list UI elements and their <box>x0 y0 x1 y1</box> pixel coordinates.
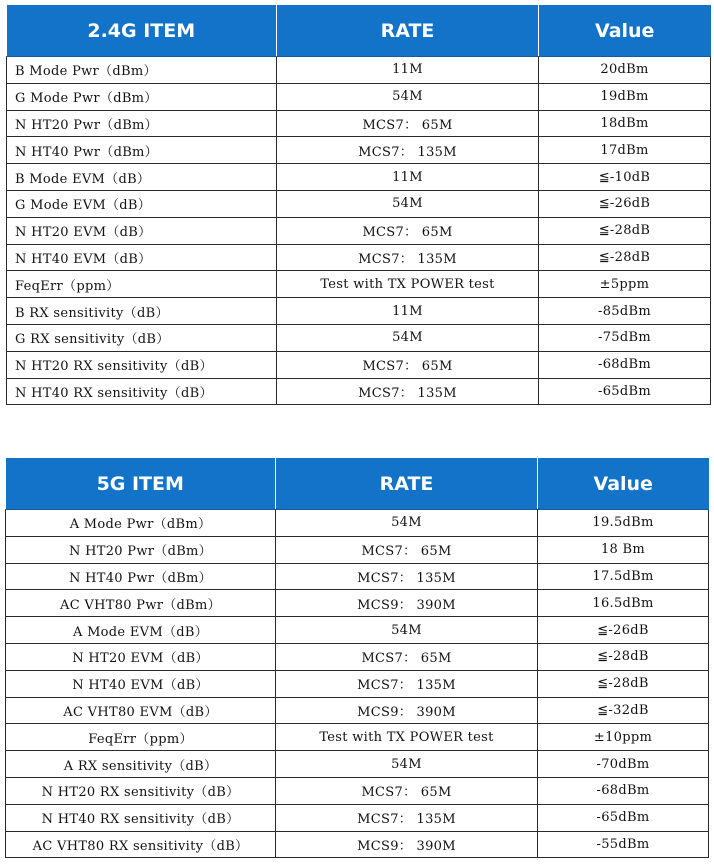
cell-rate: 54M <box>277 190 539 217</box>
table-2-4g <box>6 5 711 405</box>
table-5g <box>5 458 709 858</box>
cell-value: -55dBm <box>538 831 709 858</box>
cell-rate: MCS7： 65M <box>276 777 538 804</box>
cell-item: N HT20 RX sensitivity（dB） <box>6 777 276 804</box>
cell-item: N HT20 EVM（dB） <box>7 217 277 244</box>
header-item: 5G ITEM <box>6 458 276 510</box>
cell-rate: MCS7： 135M <box>276 563 538 590</box>
table-row <box>6 590 709 617</box>
cell-value: ≦-26dB <box>538 617 709 644</box>
table-5g-body <box>6 510 709 858</box>
table-row <box>6 643 709 670</box>
cell-value: -65dBm <box>539 378 711 405</box>
table-2-4g-body <box>7 57 711 405</box>
header-rate: RATE <box>277 5 539 57</box>
cell-item: N HT40 RX sensitivity（dB） <box>6 804 276 831</box>
table-row <box>7 110 711 137</box>
cell-rate: 54M <box>276 617 538 644</box>
cell-rate: 11M <box>277 298 539 325</box>
cell-rate: MCS7： 135M <box>277 137 539 164</box>
table-row <box>7 190 711 217</box>
cell-rate: 54M <box>276 751 538 778</box>
cell-value: -85dBm <box>539 298 711 325</box>
header-item: 2.4G ITEM <box>7 5 277 57</box>
cell-rate: 54M <box>277 324 539 351</box>
cell-item: AC VHT80 RX sensitivity（dB） <box>6 831 276 858</box>
cell-value: -75dBm <box>539 324 711 351</box>
cell-rate: MCS7： 135M <box>277 244 539 271</box>
cell-value: 18 Bm <box>538 536 709 563</box>
table-row <box>7 378 711 405</box>
table-row <box>6 670 709 697</box>
table-row <box>6 804 709 831</box>
table-row <box>6 617 709 644</box>
cell-rate: MCS7： 65M <box>277 110 539 137</box>
cell-value: ≦-28dB <box>539 217 711 244</box>
cell-rate: MCS9： 390M <box>276 590 538 617</box>
cell-rate: 11M <box>277 164 539 191</box>
table-row <box>6 563 709 590</box>
cell-value: ±10ppm <box>538 724 709 751</box>
cell-item: N HT40 EVM（dB） <box>6 670 276 697</box>
cell-rate: Test with TX POWER test <box>277 271 539 298</box>
table-row <box>6 724 709 751</box>
cell-rate: MCS7： 135M <box>276 670 538 697</box>
cell-item: A RX sensitivity（dB） <box>6 751 276 778</box>
cell-value: ≦-26dB <box>539 190 711 217</box>
cell-rate: Test with TX POWER test <box>276 724 538 751</box>
cell-value: ≦-10dB <box>539 164 711 191</box>
cell-value: 16.5dBm <box>538 590 709 617</box>
cell-value: 18dBm <box>539 110 711 137</box>
table-row <box>7 351 711 378</box>
table-row <box>7 137 711 164</box>
header-value: Value <box>539 5 711 57</box>
cell-value: -65dBm <box>538 804 709 831</box>
cell-rate: MCS7： 135M <box>276 804 538 831</box>
header-row <box>6 458 709 510</box>
cell-item: B Mode Pwr（dBm） <box>7 57 277 84</box>
cell-value: -68dBm <box>538 777 709 804</box>
table-row <box>7 164 711 191</box>
cell-rate: MCS7： 65M <box>276 536 538 563</box>
table-row <box>6 536 709 563</box>
header-rate: RATE <box>276 458 538 510</box>
cell-rate: MCS7： 65M <box>277 217 539 244</box>
table-row <box>7 324 711 351</box>
cell-item: N HT40 Pwr（dBm） <box>7 137 277 164</box>
cell-rate: MCS7： 135M <box>277 378 539 405</box>
cell-value: 20dBm <box>539 57 711 84</box>
table-row <box>7 57 711 84</box>
table-row <box>7 217 711 244</box>
table-row <box>6 751 709 778</box>
cell-item: N HT20 Pwr（dBm） <box>7 110 277 137</box>
cell-item: N HT20 EVM（dB） <box>6 643 276 670</box>
cell-item: N HT40 Pwr（dBm） <box>6 563 276 590</box>
table-row <box>7 298 711 325</box>
cell-item: A Mode Pwr（dBm） <box>6 510 276 537</box>
cell-item: FeqErr（ppm） <box>7 271 277 298</box>
cell-value: 19dBm <box>539 83 711 110</box>
cell-rate: 54M <box>276 510 538 537</box>
table-row <box>6 777 709 804</box>
cell-value: 17dBm <box>539 137 711 164</box>
header-value: Value <box>538 458 709 510</box>
cell-value: ≦-28dB <box>538 643 709 670</box>
table-row <box>6 697 709 724</box>
cell-item: N HT40 RX sensitivity（dB） <box>7 378 277 405</box>
table-row <box>7 271 711 298</box>
cell-item: N HT20 Pwr（dBm） <box>6 536 276 563</box>
header-row <box>7 5 711 57</box>
cell-item: G Mode Pwr（dBm） <box>7 83 277 110</box>
cell-value: -68dBm <box>539 351 711 378</box>
cell-item: AC VHT80 EVM（dB） <box>6 697 276 724</box>
table-row <box>7 83 711 110</box>
cell-rate: MCS9： 390M <box>276 831 538 858</box>
cell-value: ±5ppm <box>539 271 711 298</box>
cell-item: G RX sensitivity（dB） <box>7 324 277 351</box>
cell-value: ≦-28dB <box>539 244 711 271</box>
cell-value: 19.5dBm <box>538 510 709 537</box>
cell-rate: MCS7： 65M <box>276 643 538 670</box>
cell-value: -70dBm <box>538 751 709 778</box>
cell-rate: MCS9： 390M <box>276 697 538 724</box>
cell-item: G Mode EVM（dB） <box>7 190 277 217</box>
table-row <box>7 244 711 271</box>
cell-item: FeqErr（ppm） <box>6 724 276 751</box>
cell-item: N HT20 RX sensitivity（dB） <box>7 351 277 378</box>
cell-rate: 11M <box>277 57 539 84</box>
table-row <box>6 510 709 537</box>
cell-value: ≦-28dB <box>538 670 709 697</box>
cell-item: N HT40 EVM（dB） <box>7 244 277 271</box>
cell-rate: 54M <box>277 83 539 110</box>
cell-value: ≦-32dB <box>538 697 709 724</box>
cell-item: B Mode EVM（dB） <box>7 164 277 191</box>
table-row <box>6 831 709 858</box>
cell-item: B RX sensitivity（dB） <box>7 298 277 325</box>
cell-item: A Mode EVM（dB） <box>6 617 276 644</box>
cell-value: 17.5dBm <box>538 563 709 590</box>
cell-item: AC VHT80 Pwr（dBm） <box>6 590 276 617</box>
cell-rate: MCS7： 65M <box>277 351 539 378</box>
